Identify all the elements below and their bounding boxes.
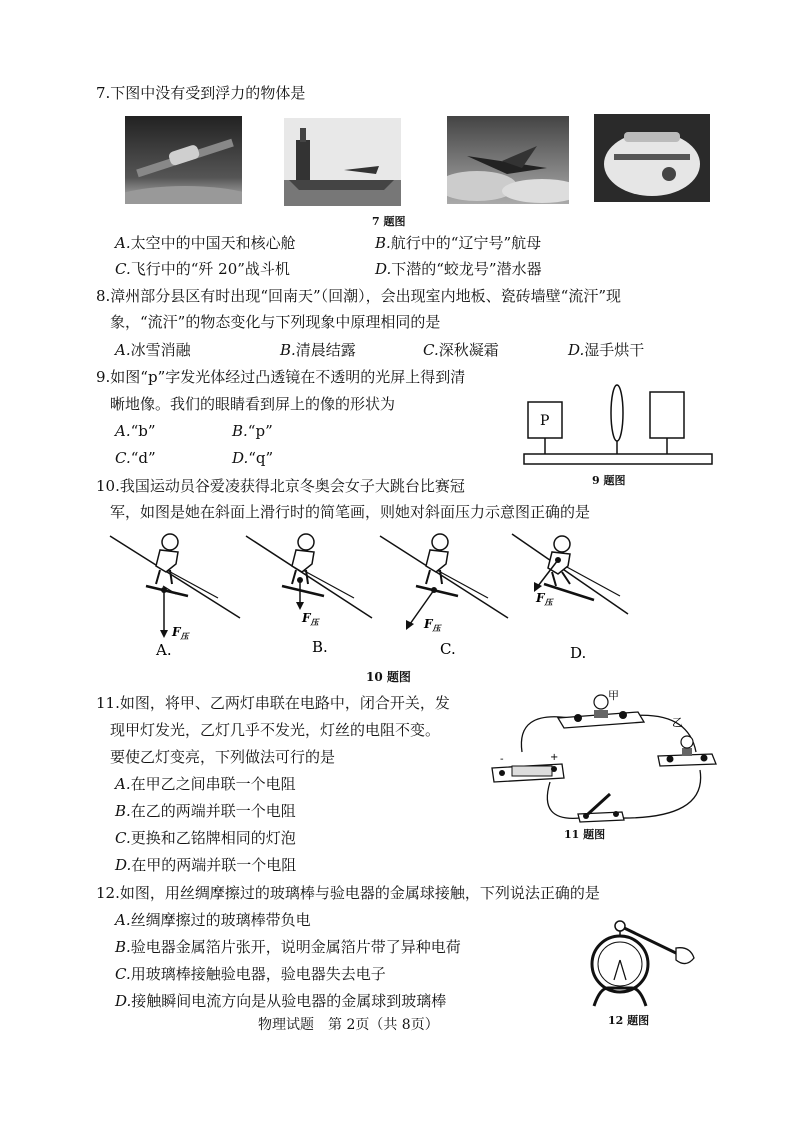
- q9-stem-line2: 晰地像。我们的眼睛看到屏上的像的形状为: [110, 395, 396, 413]
- q7-option-d: D.下潜的“蛟龙号”潜水器: [375, 260, 542, 278]
- q11-option-a: A.在甲乙之间串联一个电阻: [115, 775, 296, 793]
- svg-text:F压: $F_压$: [424, 617, 441, 633]
- q8-option-d: D.湿手烘干: [568, 341, 645, 359]
- q12-caption: 12 题图: [608, 1014, 650, 1027]
- q12-option-a: A.丝绸摩擦过的玻璃棒带负电: [115, 911, 311, 929]
- photo-submersible: [594, 114, 710, 202]
- q11-option-c: C.更换和乙铭牌相同的灯泡: [115, 829, 296, 847]
- q8-option-b: B.清晨结露: [280, 341, 356, 359]
- svg-text:C.: C.: [440, 640, 456, 658]
- q7-stem: 7.下图中没有受到浮力的物体是: [96, 84, 306, 102]
- photo-space-station: [125, 116, 242, 204]
- q12-option-b: B.验电器金属箔片张开，说明金属箔片带了异种电荷: [115, 938, 461, 956]
- q10-figure-b: [244, 528, 379, 663]
- q10-figure-a: [108, 528, 243, 663]
- q11-caption: 11 题图: [564, 828, 606, 841]
- photo-aircraft-carrier: [284, 118, 401, 206]
- q9-lens-diagram: [520, 380, 720, 470]
- q9-object-letter: P: [540, 413, 550, 429]
- q12-option-d: D.接触瞬间电流方向是从验电器的金属球到玻璃棒: [115, 992, 447, 1010]
- q10-figure-d: [510, 526, 645, 666]
- page-footer: 物理试题 第 2页（共 8页）: [258, 1017, 439, 1033]
- q9-option-a: A.“b”: [115, 422, 156, 440]
- q8-stem-line2: 象，“流汗”的物态变化与下列现象中原理相同的是: [110, 313, 441, 331]
- q11-stem-line1: 11.如图，将甲、乙两灯串联在电路中，闭合开关，发: [96, 694, 450, 712]
- q11-option-b: B.在乙的两端并联一个电阻: [115, 802, 296, 820]
- q10-caption: 10 题图: [366, 670, 411, 684]
- q9-caption: 9 题图: [592, 474, 626, 487]
- svg-text:A.: A.: [156, 641, 172, 659]
- q11-option-d: D.在甲的两端并联一个电阻: [115, 856, 297, 874]
- q11-lamp-jia-label: 甲: [608, 690, 619, 702]
- svg-text:F压: $F_压$: [302, 611, 319, 627]
- q11-lamp-yi-label: 乙: [672, 716, 683, 729]
- q7-option-c: C.飞行中的“歼 20”战斗机: [115, 260, 290, 278]
- q7-option-b: B.航行中的“辽宁号”航母: [375, 234, 542, 252]
- q7-option-a: A.太空中的中国天和核心舱: [115, 234, 296, 252]
- q9-option-c: C.“d”: [115, 449, 156, 467]
- q11-stem-line2: 现甲灯发光，乙灯几乎不发光，灯丝的电阻不变。: [110, 721, 441, 739]
- q12-option-c: C.用玻璃棒接触验电器，验电器失去电子: [115, 965, 386, 983]
- q9-option-b: B.“p”: [232, 422, 273, 440]
- q10-stem-line1: 10.我国运动员谷爱凌获得北京冬奥会女子大跳台比赛冠: [96, 477, 465, 495]
- q10-stem-line2: 军，如图是她在斜面上滑行时的简笔画，则她对斜面压力示意图正确的是: [110, 503, 591, 521]
- q8-option-c: C.深秋凝霜: [423, 341, 499, 359]
- q11-circuit-diagram: [488, 690, 718, 845]
- photo-fighter-jet: [447, 116, 569, 204]
- q11-battery-plus: +: [550, 752, 559, 763]
- svg-text:F压: $F_压$: [172, 625, 189, 641]
- q8-option-a: A.冰雪消融: [115, 341, 191, 359]
- q9-option-d: D.“q”: [232, 449, 274, 467]
- svg-text:D.: D.: [570, 644, 587, 662]
- q11-battery-minus: -: [500, 754, 504, 765]
- svg-text:F压: $F_压$: [536, 591, 553, 607]
- q11-stem-line3: 要使乙灯变亮，下列做法可行的是: [110, 748, 336, 766]
- q9-stem-line1: 9.如图“p”字发光体经过凸透镜在不透明的光屏上得到清: [96, 368, 466, 386]
- svg-text:B.: B.: [312, 638, 328, 656]
- q10-figure-c: [378, 528, 513, 663]
- q12-electroscope-diagram: [580, 916, 700, 1012]
- q8-stem-line1: 8.漳州部分县区有时出现“回南天”（回潮），会出现室内地板、瓷砖墙壁“流汗”现: [96, 287, 621, 305]
- q7-caption: 7 题图: [372, 215, 406, 228]
- q12-stem: 12.如图，用丝绸摩擦过的玻璃棒与验电器的金属球接触，下列说法正确的是: [96, 884, 600, 902]
